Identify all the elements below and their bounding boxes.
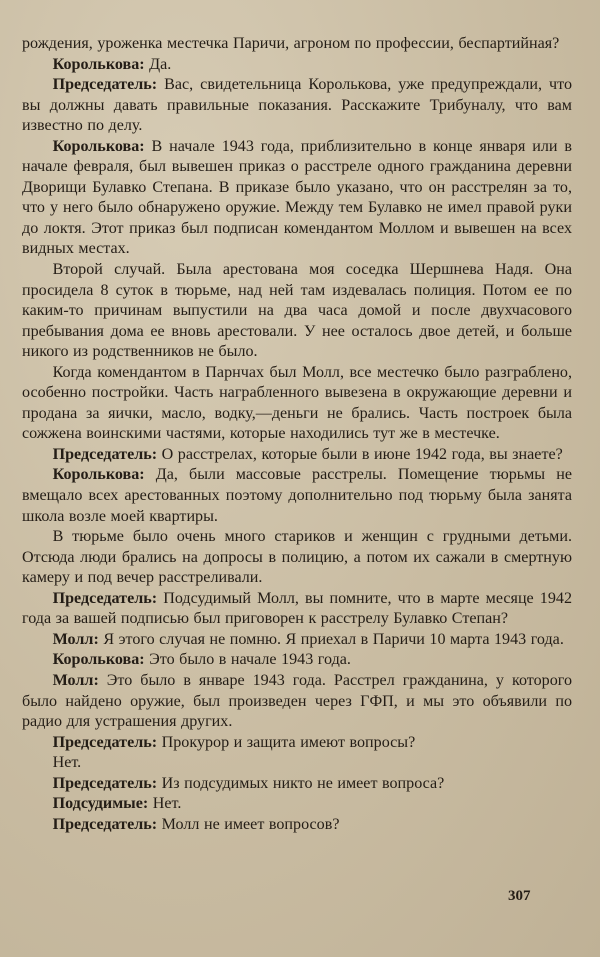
paragraph: [22, 589, 572, 630]
paragraph-text: Нет.: [52, 754, 82, 772]
speaker-name: Королькова:: [52, 466, 145, 484]
paragraph: [22, 794, 572, 815]
speaker-name: Королькова:: [52, 137, 145, 155]
paragraph-text: Вас, свидетельница Королькова, уже предупреждали, что вы должны давать правильные показания. Расскажите Трибуналу, что вам известно по делу.: [22, 76, 572, 135]
paragraph: [22, 465, 572, 527]
paragraph-text: В начале 1943 года, приблизительно в конце января или в начале февраля, был вывешен приказ о расстреле одного гражданина деревни Дворищи Булавко Степана. В приказе было указано, что он расстрелян за то, что у него было обнаружено оружие. Между тем Булавко не имел правой руки до локтя. Этот приказ был подписан комендантом Моллом и вывешен на всех видных местах.: [22, 137, 572, 258]
paragraph-text: О расстрелах, которые были в июне 1942 года, вы знаете?: [157, 445, 563, 463]
paragraph: [22, 445, 572, 466]
paragraph-text: Молл не имеет вопросов?: [157, 815, 340, 833]
speaker-name: Подсудимые:: [52, 795, 149, 813]
speaker-name: Королькова:: [52, 651, 145, 669]
speaker-name: Председатель:: [52, 76, 158, 94]
speaker-name: Молл:: [52, 630, 99, 648]
paragraph-text: Когда комендантом в Парнчах был Молл, все местечко было разграблено, особенно постройки. Часть награбленного вывезена в окружающие деревни и продана за яички, масло, водку,—деньги не брались. Часть построек была сожжена воинскими частями, которые находились тут же в местечке.: [22, 363, 572, 443]
paragraph: [22, 815, 572, 836]
paragraph-text: Второй случай. Была арестована моя соседка Шершнева Надя. Она просидела 8 суток в тюрьме, над ней там издевалась полиция. Потом ее по каким-то причинам выпустили на два часа домой и после двухчасового пребывания дома ее вновь арестовали. У нее осталось двое детей, и больше никого из родственников не было.: [22, 261, 572, 361]
paragraph-text: рождения, уроженка местечка Паричи, агроном по профессии, беспартийная?: [22, 35, 560, 52]
paragraph: [22, 137, 572, 260]
paragraph: [22, 55, 572, 76]
paragraph: [22, 650, 572, 671]
page-number: 307: [508, 888, 531, 904]
paragraph: [22, 671, 572, 733]
paragraph-text: Из подсудимых никто не имеет вопроса?: [157, 774, 445, 792]
paragraph-text: В тюрьме было очень много стариков и женщин с грудными детьми. Отсюда люди брались на допросы в полицию, а потом их сажали в смертную камеру и под вечер расстреливали.: [22, 528, 572, 587]
speaker-name: Председатель:: [52, 445, 158, 463]
speaker-name: Королькова:: [52, 55, 145, 73]
page-text: [22, 34, 572, 835]
paragraph-text: Прокурор и защита имеют вопросы?: [157, 733, 416, 751]
speaker-name: Молл:: [52, 671, 99, 689]
speaker-name: Председатель:: [52, 589, 158, 607]
speaker-name: Председатель:: [52, 733, 158, 751]
paragraph: [22, 260, 572, 363]
paragraph: [22, 733, 572, 754]
speaker-name: Председатель:: [52, 774, 158, 792]
paragraph: [22, 774, 572, 795]
paragraph-text: Да, были массовые расстрелы. Помещение тюрьмы не вмещало всех арестованных поэтому дополнительно под тюрьму была занята школа возле моей квартиры.: [22, 466, 572, 525]
paragraph-text: Да.: [144, 55, 172, 73]
paragraph: [22, 34, 572, 55]
paragraph-text: Это было в январе 1943 года. Расстрел гражданина, у которого было найдено оружие, был произведен через ГФП, и мы это объявили по радио для устрашения других.: [22, 671, 572, 731]
paragraph-text: Я этого случая не помню. Я приехал в Паричи 10 марта 1943 года.: [98, 630, 564, 648]
paragraph: [22, 75, 572, 137]
paragraph: [22, 753, 572, 774]
paragraph-text: Нет.: [148, 795, 182, 813]
paragraph-text: Это было в начале 1943 года.: [144, 651, 351, 669]
paragraph: [22, 527, 572, 589]
paragraph: [22, 363, 572, 445]
paragraph: [22, 630, 572, 651]
paragraph-text: Подсудимый Молл, вы помните, что в марте месяце 1942 года за вашей подписью был приговорен к расстрелу Булавко Степан?: [22, 589, 572, 628]
speaker-name: Председатель:: [52, 815, 158, 833]
